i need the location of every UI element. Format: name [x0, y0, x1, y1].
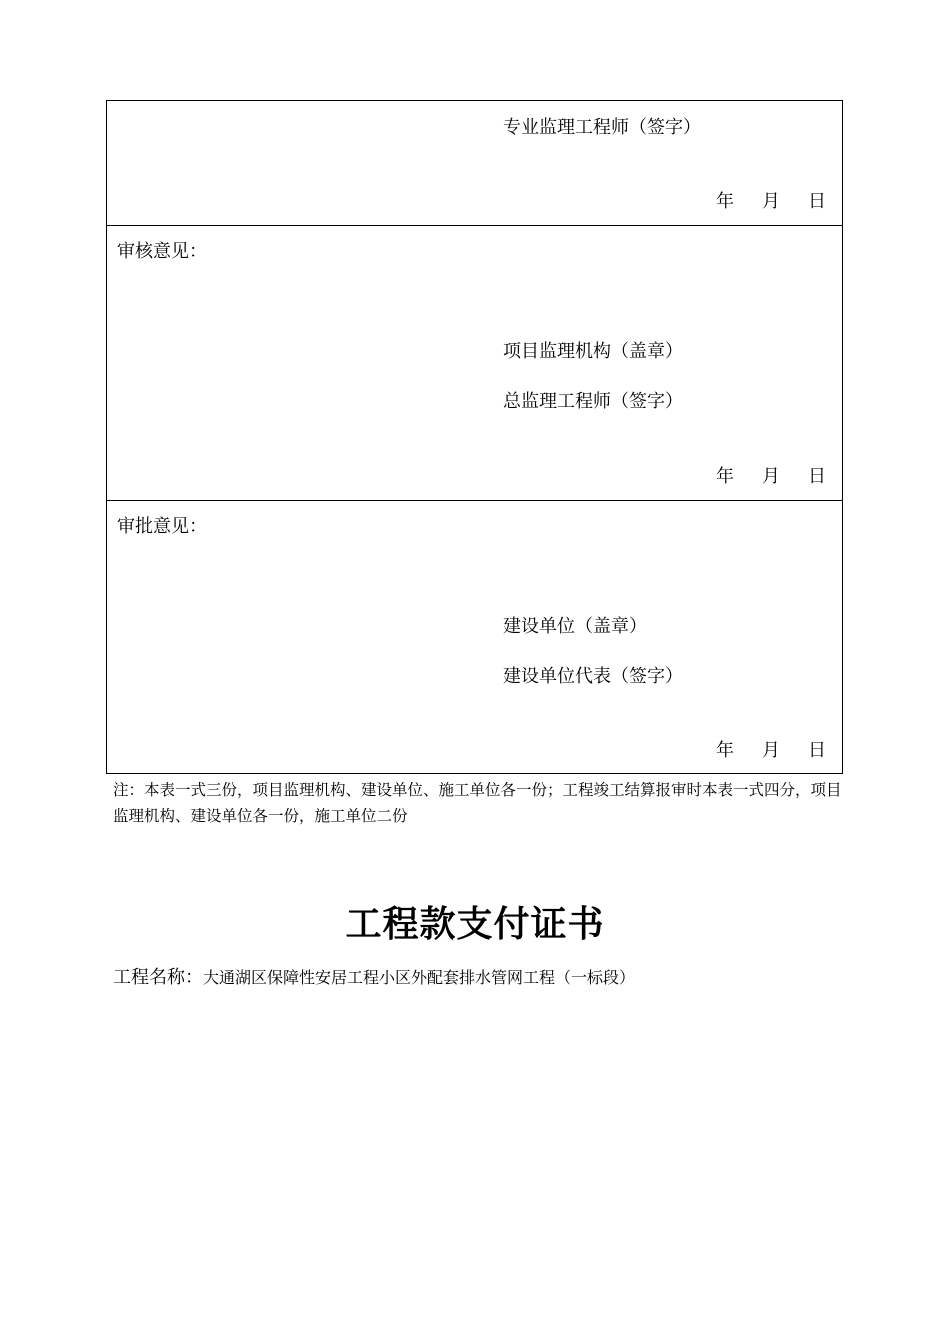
date-year-label: 年 — [716, 466, 734, 487]
engineer-signature-section — [107, 101, 842, 226]
engineer-signature-line: 专业监理工程师（签字） — [503, 117, 701, 138]
review-opinion-label: 审核意见： — [117, 241, 207, 262]
supervision-agency-seal-line: 项目监理机构（盖章） — [503, 341, 683, 362]
table-footnote: 注：本表一式三份，项目监理机构、建设单位、施工单位各一份；工程竣工结算报审时本表一式四分，项目监理机构、建设单位各一份，施工单位二份 — [113, 781, 842, 825]
date-year-label: 年 — [716, 740, 734, 761]
date-year-label: 年 — [716, 191, 734, 212]
project-name-label: 工程名称： — [113, 967, 203, 988]
date-day-label: 日 — [808, 466, 826, 487]
approval-opinion-label: 审批意见： — [117, 516, 207, 537]
date-month-label: 月 — [762, 466, 780, 487]
certificate-title: 工程款支付证书 — [345, 904, 605, 945]
date-row — [716, 191, 826, 213]
owner-seal-line: 建设单位（盖章） — [503, 616, 647, 637]
date-day-label: 日 — [808, 191, 826, 212]
review-opinion-section — [107, 226, 842, 501]
chief-engineer-signature-line: 总监理工程师（签字） — [503, 391, 683, 412]
project-name-row — [113, 963, 635, 989]
approval-form-table — [106, 100, 843, 774]
date-row — [716, 466, 826, 488]
approval-opinion-section — [107, 501, 842, 773]
project-name-value: 大通湖区保障性安居工程小区外配套排水管网工程（一标段） — [203, 968, 636, 987]
date-month-label: 月 — [762, 191, 780, 212]
owner-representative-signature-line: 建设单位代表（签字） — [503, 666, 683, 687]
date-day-label: 日 — [808, 740, 826, 761]
date-row — [716, 740, 826, 762]
date-month-label: 月 — [762, 740, 780, 761]
